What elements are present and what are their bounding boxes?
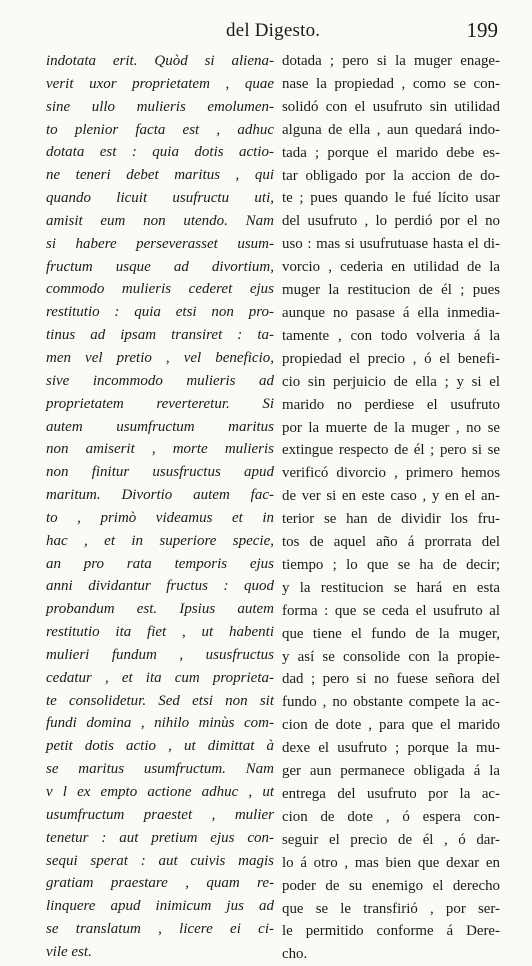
latin-text-line: se maritus usumfructum. Nam	[46, 761, 274, 778]
latin-text-line: sequi sperat : aut cuivis magis	[46, 852, 274, 869]
page-number: 199	[466, 18, 498, 42]
latin-text-line: amisit eum non utendo. Nam	[46, 212, 274, 229]
latin-text-line: ne teneri debet maritus , qui	[46, 167, 274, 184]
latin-text-line: an pro rata temporis ejus	[46, 555, 274, 572]
spanish-text-line: propiedad el precio , ó el benefi-	[282, 350, 500, 367]
latin-text-line: probandum est. Ipsius autem	[46, 601, 274, 618]
spanish-translation-column	[282, 50, 500, 966]
spanish-text-line: por la muerte de la muger , no se	[282, 419, 500, 436]
latin-text-line: restitutio : quia etsi non pro-	[46, 304, 274, 321]
spanish-text-line: seguir el precio de él , ó dar-	[282, 831, 500, 848]
spanish-text-line: alguna de ella , aun quedará indo-	[282, 121, 500, 138]
latin-text-line: quando licuit usufructu uti,	[46, 190, 274, 207]
latin-text-line: sive incommodo mulieris ad	[46, 372, 274, 389]
spanish-text-line: cion de dote , para que el marido	[282, 717, 500, 734]
latin-text-line: to plenior facta est , adhuc	[46, 121, 274, 138]
spanish-text-line: nase la propiedad , como se con-	[282, 75, 500, 92]
latin-text-line: non amiserit , morte mulieris	[46, 441, 274, 458]
spanish-text-line: del usufruto , lo perdió por el no	[282, 213, 500, 230]
latin-text-line: mulieri fundum , ususfructus	[46, 646, 274, 663]
page-header	[46, 18, 498, 48]
latin-text-line: v l ex empto actione adhuc , ut	[46, 784, 274, 800]
spanish-text-line: verificó divorcio , primero hemos	[282, 465, 500, 482]
spanish-text-line: cho.	[282, 946, 308, 963]
latin-text-line: to , primò videamus et in	[46, 509, 274, 526]
latin-text-line: maritum. Divortio autem fac-	[46, 487, 274, 504]
spanish-text-line: terior se han de dividir los fru-	[282, 511, 500, 528]
spanish-text-line: fundo , no obstante compete la ac-	[282, 694, 500, 711]
latin-text-line: cedatur , et ita cum proprieta-	[46, 669, 274, 686]
latin-text-line: gratiam praestare , quam re-	[46, 875, 274, 892]
spanish-text-line: solidó con el usufruto sin utilidad	[282, 98, 500, 115]
spanish-text-line: uso : mas si usufrutuase hasta el di-	[282, 236, 500, 253]
spanish-text-line: cion de dote , ó espera con-	[282, 808, 500, 825]
latin-text-line: tenetur : aut pretium ejus con-	[46, 829, 274, 846]
latin-text-line: linquere apud inimicum jus ad	[46, 898, 274, 915]
latin-text-line: fructum usque ad divortium,	[46, 258, 274, 275]
latin-text-line: sine ullo mulieris emolumen-	[46, 98, 274, 115]
spanish-text-line: aunque no pasase á ella inmedia-	[282, 304, 500, 321]
spanish-text-line: tar obligado por la accion de do-	[282, 167, 500, 184]
spanish-text-line: muger la restitucion de él ; pues	[282, 282, 500, 299]
spanish-text-line: tos de aquel año á prorrata del	[282, 534, 500, 551]
spanish-text-line: ger aun permanece obligada á la	[282, 763, 500, 780]
latin-text-line: vile est.	[46, 943, 92, 960]
spanish-text-line: extingue respecto de él ; pero si se	[282, 442, 500, 459]
spanish-text-line: que se le transfirió , por ser-	[282, 900, 500, 917]
latin-text-column	[46, 50, 274, 964]
spanish-text-line: dad ; pero si no fuese señora del	[282, 671, 500, 688]
latin-text-line: fundi domina , nihilo minùs com-	[46, 715, 274, 732]
spanish-text-line: tiempo ; lo que se ha de decir;	[282, 556, 500, 573]
latin-text-line: tinus ad ipsam transiret : ta-	[46, 327, 274, 344]
latin-text-line: te consolidetur. Sed etsi non sit	[46, 692, 274, 709]
spanish-text-line: tamente , con todo volveria á la	[282, 327, 500, 344]
latin-text-line: se translatum , licere ei ci-	[46, 921, 274, 938]
latin-text-line: non finitur ususfructus apud	[46, 464, 274, 481]
spanish-text-line: tada ; porque el marido debe es-	[282, 144, 500, 161]
spanish-text-line: cio sin perjuicio de ella ; y si el	[282, 373, 500, 390]
running-head: del Digesto.	[226, 20, 321, 41]
latin-text-line: anni dividantur fructus : quod	[46, 578, 274, 595]
latin-text-line: restitutio ita fiet , ut habenti	[46, 624, 274, 641]
spanish-text-line: y así se consolide con la propie-	[282, 648, 500, 665]
latin-text-line: si habere perseverasset usum-	[46, 235, 274, 252]
spanish-text-line: entrega del usufruto por la ac-	[282, 786, 500, 802]
spanish-text-line: marido no perdiese el usufruto	[282, 396, 500, 413]
spanish-text-line: forma : que se ceda el usufruto al	[282, 602, 500, 619]
spanish-text-line: dexe el usufruto ; porque la mu-	[282, 740, 500, 757]
spanish-text-line: que tiene el fundo de la muger,	[282, 625, 500, 642]
latin-text-line: commodo mulieris cederet ejus	[46, 281, 274, 298]
latin-text-line: men vel pretio , vel beneficio,	[46, 349, 274, 366]
spanish-text-line: y la restitucion se hará en esta	[282, 579, 500, 596]
spanish-text-line: lo á otro , mas bien que dexar en	[282, 854, 500, 871]
latin-text-line: proprietatem reverteretur. Si	[46, 395, 274, 412]
latin-text-line: dotata est : quia dotis actio-	[46, 144, 274, 161]
spanish-text-line: de ver si en este caso , y en el an-	[282, 488, 500, 505]
latin-text-line: hac , et in superiore specie,	[46, 532, 274, 549]
spanish-text-line: te ; pues quando le fué lícito usar	[282, 190, 500, 207]
spanish-text-line: dotada ; pero si la muger enage-	[282, 53, 500, 69]
spanish-text-line: poder de su enemigo el derecho	[282, 877, 500, 894]
latin-text-line: verit uxor proprietatem , quae	[46, 75, 274, 92]
latin-text-line: petit dotis actio , ut dimittat à	[46, 738, 274, 755]
spanish-text-line: le permitido conforme á Dere-	[282, 923, 500, 940]
spanish-text-line: vorcio , cederia en utilidad de la	[282, 259, 500, 276]
latin-text-line: usumfructum praestet , mulier	[46, 806, 274, 823]
latin-text-line: autem usumfructum maritus	[46, 418, 274, 435]
latin-text-line: indotata erit. Quòd si aliena-	[46, 53, 274, 69]
